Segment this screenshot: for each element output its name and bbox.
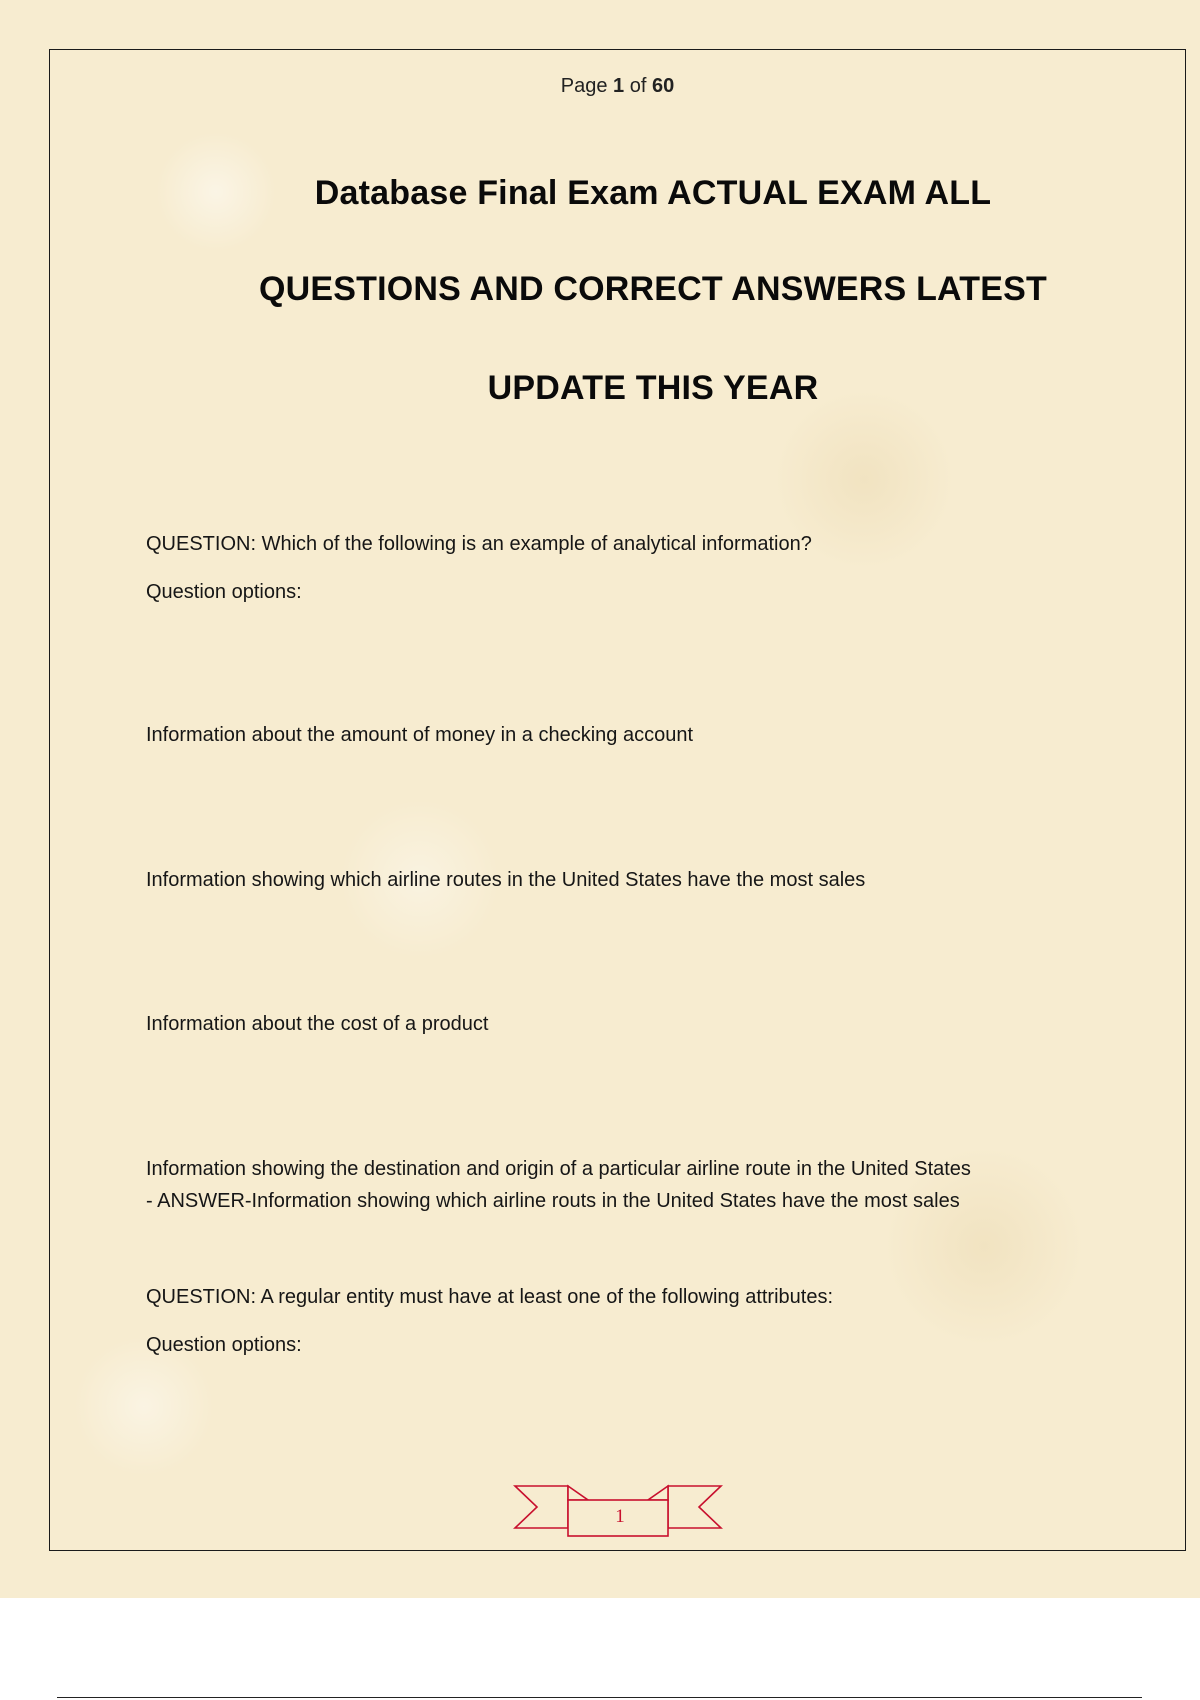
- question-1-option-3: Information about the cost of a product: [146, 1013, 489, 1035]
- page-total: 60: [651, 75, 675, 97]
- document-title-line-1: Database Final Exam ACTUAL EXAM ALL: [314, 174, 992, 212]
- question-1-option-4: Information showing the destination and origin of a particular airline route in the United States: [146, 1158, 971, 1180]
- question-1-option-1: Information about the amount of money in a checking account: [146, 724, 694, 746]
- page-counter: [0, 75, 1200, 98]
- question-2-text: QUESTION: A regular entity must have at least one of the following attributes:: [146, 1286, 834, 1308]
- question-1-answer: - ANSWER-Information showing which airline routs in the United States have the most sales: [146, 1190, 960, 1212]
- footer-divider: [57, 1697, 1142, 1698]
- document-title-line-3: UPDATE THIS YEAR: [487, 369, 819, 407]
- page-prefix: Page: [560, 75, 608, 97]
- question-1-text: QUESTION: Which of the following is an example of analytical information?: [146, 533, 812, 555]
- page-current: 1: [613, 75, 625, 97]
- document-title-line-2: QUESTIONS AND CORRECT ANSWERS LATEST: [259, 270, 1047, 308]
- question-1-options-label: Question options:: [146, 581, 302, 603]
- page-of: of: [629, 75, 647, 97]
- page-number-badge: 1: [615, 1506, 625, 1527]
- question-2-options-label: Question options:: [146, 1334, 302, 1356]
- question-1-option-2: Information showing which airline routes in the United States have the most sales: [146, 869, 866, 891]
